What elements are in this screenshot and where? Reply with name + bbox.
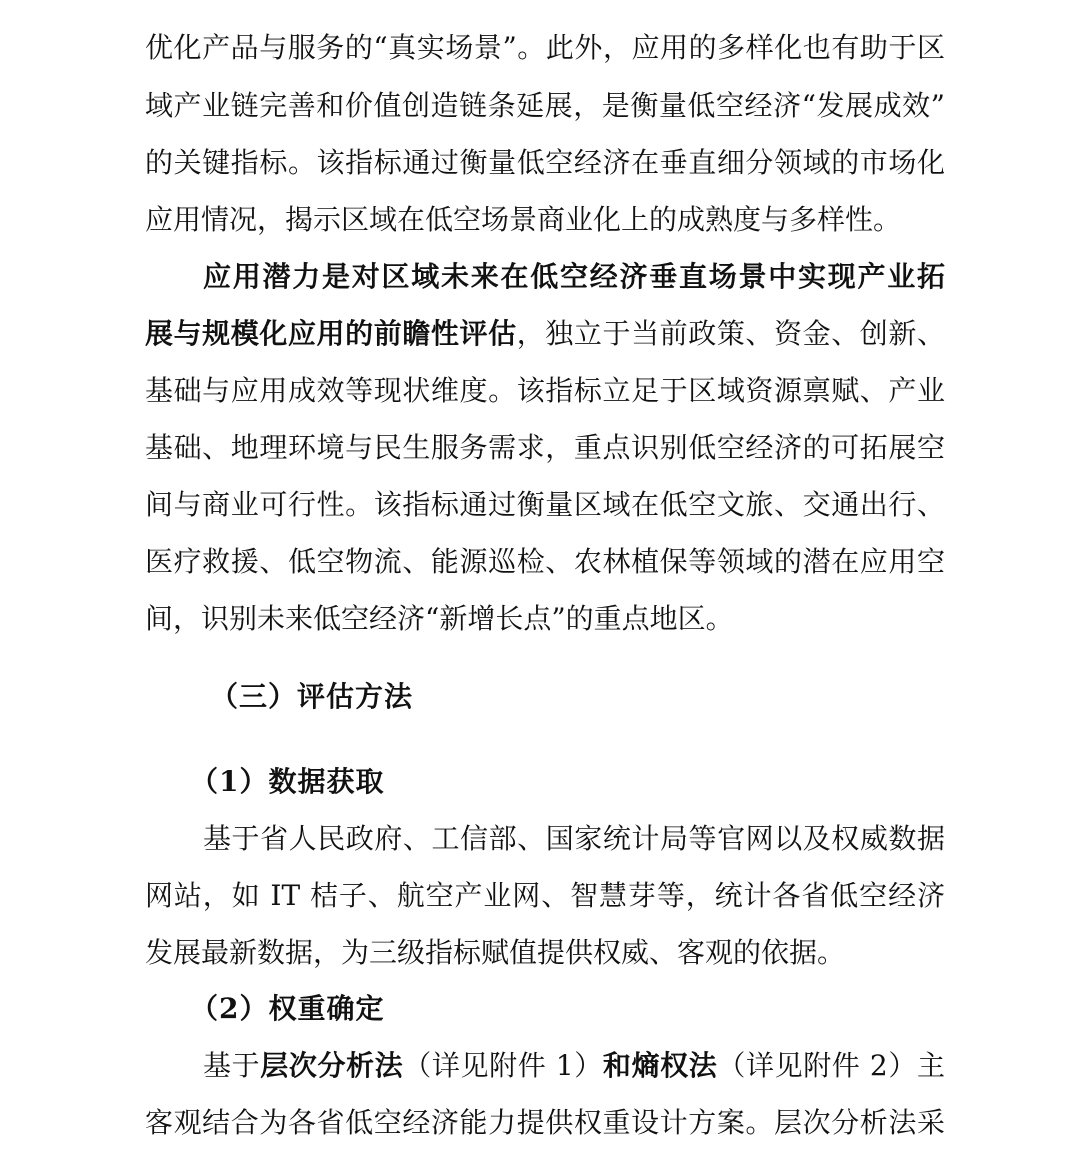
paragraph2-line-7: 间，识别未来低空经济“新增长点”的重点地区。 [145,602,734,635]
appendix-2-ref: （详见附件 2）主 [717,1049,945,1082]
paragraph2-line-2-rest: ，独立于当前政策、资金、创新、 [516,317,945,350]
ahp-method-term: 层次分析法 [260,1049,404,1082]
subsection-heading-weight-determination: （2）权重确定 [190,992,385,1025]
section-heading-evaluation-method: （三）评估方法 [210,680,414,713]
paragraph1-line-1: 优化产品与服务的“真实场景”。此外，应用的多样化也有助于区 [145,31,945,64]
paragraph2-bold-phrase: 展与规模化应用的前瞻性评估 [145,317,517,350]
paragraph1-line-2: 域产业链完善和价值创造链条延展，是衡量低空经济“发展成效” [145,89,945,122]
subsection1-line-2: 网站，如 IT 桔子、航空产业网、智慧芽等，统计各省低空经济 [145,879,945,912]
paragraph2-line-5: 间与商业可行性。该指标通过衡量区域在低空文旅、交通出行、 [145,488,945,521]
subsection2-line-2: 客观结合为各省低空经济能力提供权重设计方案。层次分析法采 [145,1106,945,1139]
paragraph2-line-6: 医疗救援、低空物流、能源巡检、农林植保等领域的潜在应用空 [145,545,945,578]
subsection1-line-1: 基于省人民政府、工信部、国家统计局等官网以及权威数据 [203,822,945,855]
paragraph2-line-4: 基础、地理环境与民生服务需求，重点识别低空经济的可拓展空 [145,431,945,464]
paragraph2-line-3: 基础与应用成效等现状维度。该指标立足于区域资源禀赋、产业 [145,374,945,407]
subsection2-text-a: 基于 [203,1049,261,1082]
appendix-1-ref: （详见附件 1） [403,1049,603,1082]
paragraph2-line-1: 应用潜力是对区域未来在低空经济垂直场景中实现产业拓 [203,260,945,293]
paragraph1-line-3: 的关键指标。该指标通过衡量低空经济在垂直细分领域的市场化 [145,146,945,179]
paragraph2-line-2 [145,314,945,354]
subsection1-line-3: 发展最新数据，为三级指标赋值提供权威、客观的依据。 [145,936,846,969]
paragraph1-line-4: 应用情况，揭示区域在低空场景商业化上的成熟度与多样性。 [145,203,902,236]
entropy-weight-term: 和熵权法 [602,1049,718,1082]
subsection-heading-data-acquisition: （1）数据获取 [190,765,385,798]
subsection2-line-1 [203,1046,945,1086]
